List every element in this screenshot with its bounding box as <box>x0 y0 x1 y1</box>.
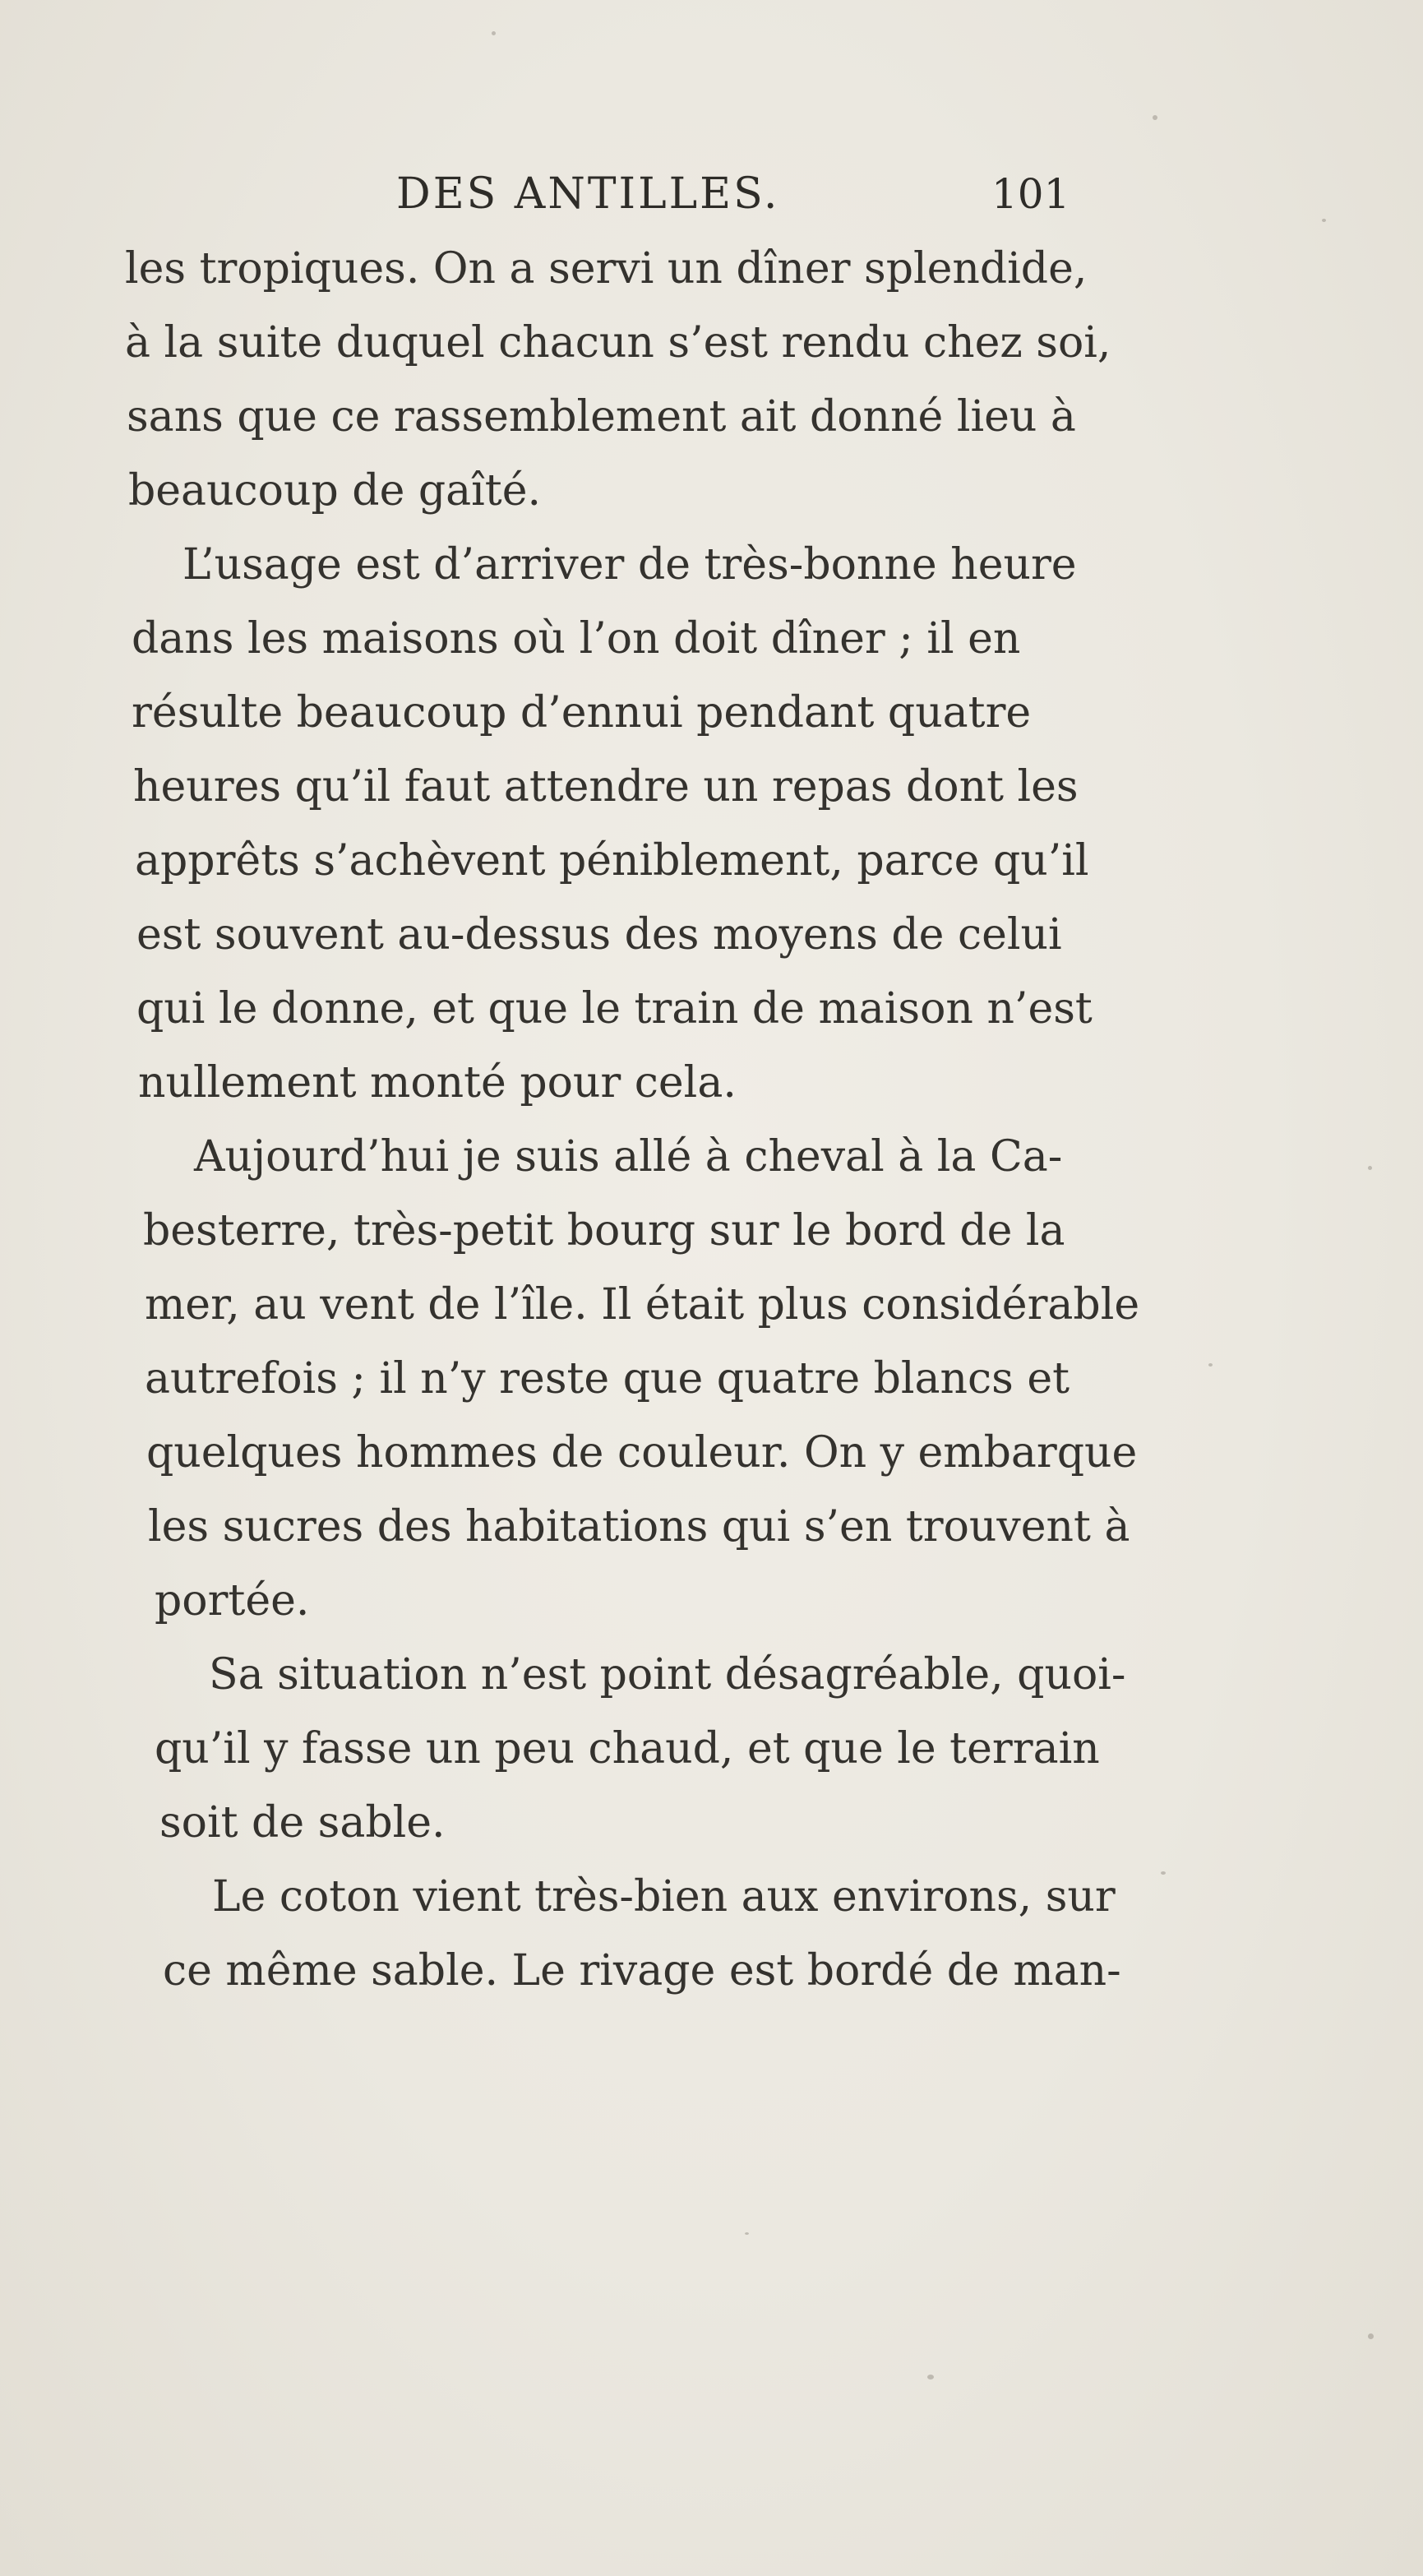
text-line: est souvent au-dessus des moyens de celui <box>136 910 1062 960</box>
text-line: autrefois ; il n’y reste que quatre blancs et <box>145 1354 1070 1404</box>
paper-speck <box>1368 2333 1374 2339</box>
text-line: Aujourd’hui je suis allé à cheval à la Ca- <box>194 1132 1063 1182</box>
paper-speck <box>745 2232 749 2235</box>
text-line: les tropiques. On a servi un dîner splendide, <box>125 244 1088 294</box>
page-number: 101 <box>991 170 1070 218</box>
paper-speck <box>1208 1363 1213 1367</box>
text-line: quelques hommes de couleur. On y embarque <box>146 1428 1138 1478</box>
text-line: mer, au vent de l’île. Il était plus considérable <box>145 1280 1140 1330</box>
paper-speck <box>1153 115 1157 120</box>
paper-speck <box>1368 1166 1372 1170</box>
text-line: Sa situation n’est point désagréable, quoi- <box>209 1650 1126 1700</box>
text-line: L’usage est d’arriver de très-bonne heure <box>182 540 1077 590</box>
paper-speck <box>1322 219 1326 222</box>
paper-speck <box>927 2375 934 2379</box>
running-head-title: DES ANTILLES. <box>396 169 780 219</box>
text-line: nullement monté pour cela. <box>138 1058 737 1108</box>
text-line: beaucoup de gaîté. <box>128 466 541 516</box>
text-line: Le coton vient très-bien aux environs, sur <box>212 1872 1116 1922</box>
text-line: résulte beaucoup d’ennui pendant quatre <box>132 688 1032 738</box>
text-line: à la suite duquel chacun s’est rendu chez soi, <box>125 318 1111 368</box>
text-line: apprêts s’achèvent péniblement, parce qu’il <box>135 836 1089 886</box>
text-line: soit de sable. <box>159 1798 446 1848</box>
text-line: heures qu’il faut attendre un repas dont les <box>133 762 1079 812</box>
text-line: besterre, très-petit bourg sur le bord de la <box>143 1206 1065 1256</box>
running-head <box>0 161 1423 227</box>
paper-speck <box>492 31 496 35</box>
text-line: dans les maisons où l’on doit dîner ; il en <box>132 614 1021 664</box>
text-line: qu’il y fasse un peu chaud, et que le terrain <box>155 1724 1100 1774</box>
paper-speck <box>1161 1871 1166 1875</box>
text-line: ce même sable. Le rivage est bordé de man- <box>163 1946 1121 1996</box>
text-line: qui le donne, et que le train de maison n’est <box>136 984 1093 1034</box>
text-line: sans que ce rassemblement ait donné lieu à <box>127 392 1076 442</box>
text-line: portée. <box>155 1576 310 1626</box>
text-line: les sucres des habitations qui s’en trouvent à <box>148 1502 1130 1552</box>
